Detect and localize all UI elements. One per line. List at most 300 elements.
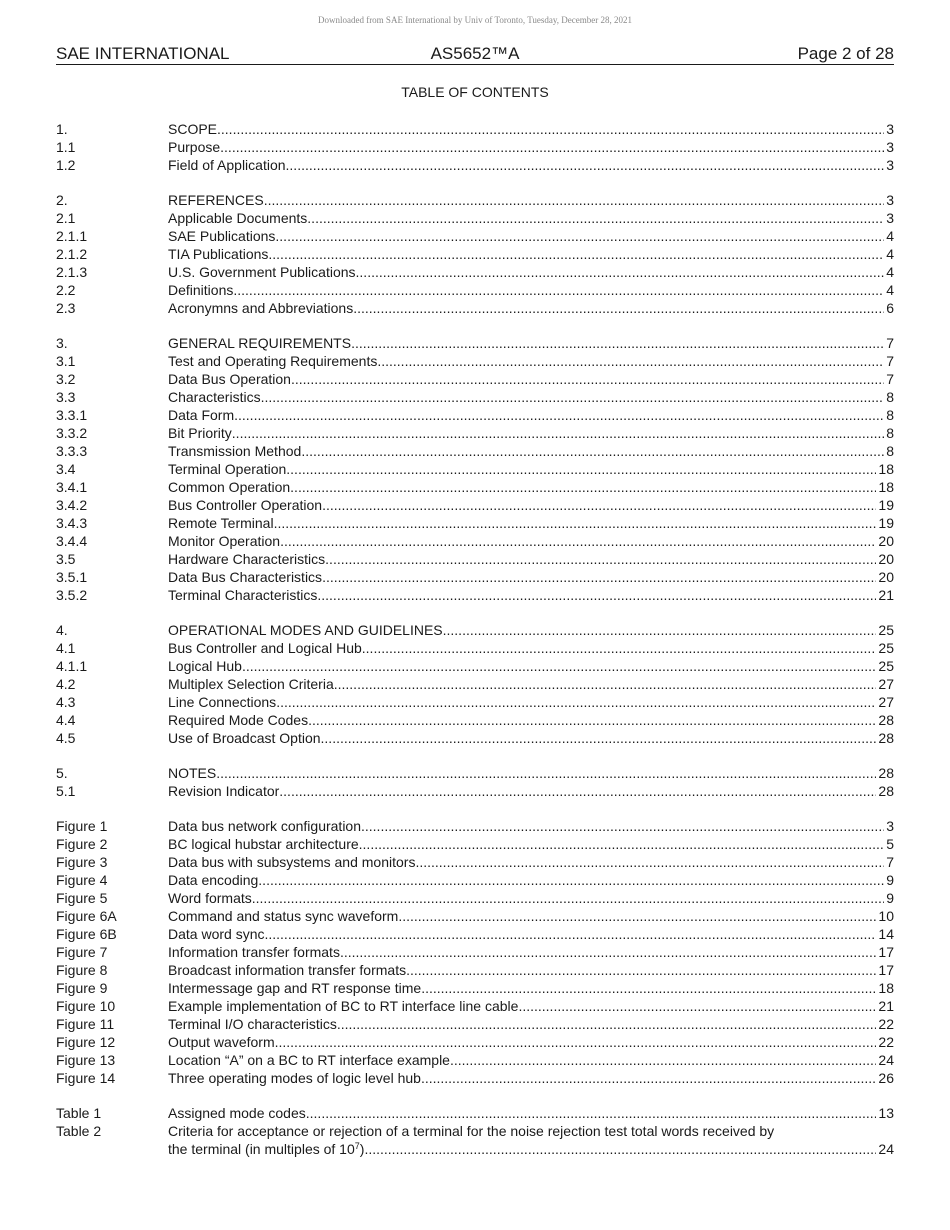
toc-entry-number: Figure 2 <box>56 836 108 852</box>
publisher-name: SAE INTERNATIONAL <box>56 44 230 63</box>
toc-entry-page: 13 <box>878 1105 894 1121</box>
toc-entry-body <box>168 263 894 281</box>
toc-entry-number: 3.4.1 <box>56 479 88 495</box>
toc-entry-title: Use of Broadcast Option <box>168 730 321 746</box>
dot-leader <box>321 729 877 747</box>
toc-entry[interactable] <box>56 138 894 156</box>
toc-entry[interactable] <box>56 675 894 693</box>
toc-entry-body <box>168 550 894 568</box>
dot-leader <box>317 586 876 604</box>
toc-entry-body <box>168 871 894 889</box>
toc-entry-title: SCOPE <box>168 121 218 137</box>
toc-entry-title: Assigned mode codes <box>168 1105 306 1121</box>
toc-entry-body <box>168 925 894 943</box>
toc-entry-title: Test and Operating Requirements <box>168 353 378 369</box>
toc-entry-number: 2.1 <box>56 210 76 226</box>
toc-entry-title: GENERAL REQUIREMENTS <box>168 335 352 351</box>
toc-entry-title: Hardware Characteristics <box>168 551 326 567</box>
toc-entry-page: 28 <box>878 783 894 799</box>
toc-entry-page: 3 <box>886 157 894 173</box>
toc-entry-number: 4. <box>56 622 68 638</box>
toc-entry[interactable] <box>56 568 894 586</box>
toc-entry-page: 27 <box>878 676 894 692</box>
dot-leader <box>264 191 885 209</box>
toc-entry-title: BC logical hubstar architecture <box>168 836 359 852</box>
toc-entry-number: Figure 1 <box>56 818 108 834</box>
toc-entry[interactable] <box>56 907 894 925</box>
toc-entry-number: 3.3.1 <box>56 407 88 423</box>
toc-entry-page: 22 <box>878 1034 894 1050</box>
toc-entry-page: 4 <box>886 246 894 262</box>
toc-entry-title: Common Operation <box>168 479 291 495</box>
toc-entry-number: Table 2 <box>56 1123 102 1139</box>
toc-entry-page: 18 <box>878 461 894 477</box>
section-spacer <box>56 1087 894 1104</box>
toc-entry[interactable] <box>56 245 894 263</box>
toc-entry[interactable] <box>56 997 894 1015</box>
toc-entry-page: 28 <box>878 730 894 746</box>
toc-entry-page: 3 <box>886 121 894 137</box>
toc-entry-page: 7 <box>886 335 894 351</box>
toc-entry[interactable] <box>56 925 894 943</box>
toc-entry-title: Characteristics <box>168 389 261 405</box>
dot-leader <box>322 496 876 514</box>
toc-entry[interactable] <box>56 1122 894 1140</box>
dot-leader <box>443 621 877 639</box>
toc-entry-page: 24 <box>878 1052 894 1068</box>
dot-leader <box>322 568 876 586</box>
toc-entry[interactable] <box>56 889 894 907</box>
toc-entry-title: NOTES <box>168 765 217 781</box>
toc-entry[interactable] <box>56 496 894 514</box>
toc-entry[interactable] <box>56 764 894 782</box>
toc-entry-number: 3.1 <box>56 353 76 369</box>
toc-entry-body <box>168 889 894 907</box>
toc-entry-body <box>168 586 894 604</box>
toc-entry-title: Terminal I/O characteristics <box>168 1016 337 1032</box>
toc-entry[interactable] <box>56 227 894 245</box>
toc-entry-title: Field of Application <box>168 157 286 173</box>
toc-entry-number: Figure 11 <box>56 1016 115 1032</box>
table-of-contents <box>56 120 894 1158</box>
toc-entry[interactable] <box>56 281 894 299</box>
page-number: Page 2 of 28 <box>797 44 894 63</box>
dot-leader <box>279 782 876 800</box>
toc-entry-number: 2.3 <box>56 300 76 316</box>
toc-entry-title: Command and status sync waveform <box>168 908 399 924</box>
toc-entry-page: 28 <box>878 712 894 728</box>
toc-entry[interactable] <box>56 120 894 138</box>
toc-entry-body <box>168 853 894 871</box>
toc-entry-title: Data bus with subsystems and monitors <box>168 854 416 870</box>
toc-entry-title: Word formats <box>168 890 252 906</box>
toc-entry-page: 6 <box>886 300 894 316</box>
toc-entry-title: Monitor Operation <box>168 533 281 549</box>
toc-entry[interactable] <box>56 550 894 568</box>
toc-entry-title: Applicable Documents <box>168 210 308 226</box>
toc-entry-page: 4 <box>886 282 894 298</box>
toc-entry-body <box>168 209 894 227</box>
toc-entry-body <box>168 406 894 424</box>
toc-entry[interactable] <box>56 299 894 317</box>
section-spacer <box>56 174 894 191</box>
toc-entry-number: 3.4 <box>56 461 76 477</box>
toc-entry-body <box>168 532 894 550</box>
dot-leader <box>362 639 877 657</box>
toc-entry[interactable] <box>56 478 894 496</box>
toc-entry-number: 4.4 <box>56 712 76 728</box>
toc-entry-number: Figure 4 <box>56 872 108 888</box>
toc-entry[interactable] <box>56 835 894 853</box>
toc-entry[interactable] <box>56 961 894 979</box>
dot-leader <box>377 352 884 370</box>
toc-entry-number: 1.2 <box>56 157 76 173</box>
toc-entry-page: 9 <box>886 890 894 906</box>
toc-entry-number: 1. <box>56 121 68 137</box>
toc-entry-continuation[interactable] <box>56 1140 894 1158</box>
toc-entry-title: SAE Publications <box>168 228 276 244</box>
toc-entry-page: 7 <box>886 371 894 387</box>
toc-entry-title: Example implementation of BC to RT interface line cable <box>168 998 519 1014</box>
toc-entry-title: Transmission Method <box>168 443 302 459</box>
toc-entry-body <box>168 961 894 979</box>
toc-entry-body <box>168 817 894 835</box>
dot-leader <box>351 334 884 352</box>
toc-entry-page: 17 <box>878 962 894 978</box>
dot-leader <box>415 853 884 871</box>
dot-leader <box>242 657 876 675</box>
toc-entry-number: 4.1.1 <box>56 658 88 674</box>
dot-leader <box>301 442 884 460</box>
toc-entry-body <box>168 1104 894 1122</box>
toc-entry-page: 5 <box>886 836 894 852</box>
dot-leader <box>353 299 884 317</box>
toc-entry-number-blank <box>56 1140 168 1158</box>
toc-entry-number: 2.1.1 <box>56 228 88 244</box>
dot-leader <box>233 281 884 299</box>
toc-entry-page: 3 <box>886 192 894 208</box>
toc-entry[interactable] <box>56 817 894 835</box>
toc-entry-number: 4.1 <box>56 640 76 656</box>
toc-title: TABLE OF CONTENTS <box>401 84 549 100</box>
toc-entry-page: 8 <box>886 389 894 405</box>
toc-entry-number: 3.3 <box>56 389 76 405</box>
toc-entry-body <box>168 442 894 460</box>
dot-leader <box>421 1069 876 1087</box>
toc-entry-page: 7 <box>886 353 894 369</box>
toc-entry[interactable] <box>56 1104 894 1122</box>
dot-leader <box>337 1015 877 1033</box>
toc-entry-page: 21 <box>878 587 894 603</box>
dot-leader <box>232 424 884 442</box>
toc-entry-body <box>168 227 894 245</box>
toc-entry-number: Figure 12 <box>56 1034 116 1050</box>
dot-leader <box>406 961 876 979</box>
toc-entry-title: Data bus network configuration <box>168 818 361 834</box>
toc-entry-number: 3.5.2 <box>56 587 88 603</box>
toc-entry-page: 19 <box>878 497 894 513</box>
toc-entry-page: 17 <box>878 944 894 960</box>
toc-entry-page: 25 <box>878 658 894 674</box>
toc-entry-title: U.S. Government Publications <box>168 264 356 280</box>
toc-entry[interactable] <box>56 156 894 174</box>
toc-entry-number: 4.2 <box>56 676 76 692</box>
toc-entry-title: Terminal Operation <box>168 461 287 477</box>
toc-entry-title: Criteria for acceptance or rejection of a terminal for the noise rejection test total words received by <box>168 1123 775 1139</box>
toc-entry-body <box>168 979 894 997</box>
toc-entry-body <box>168 120 894 138</box>
toc-entry-title: Revision Indicator <box>168 783 280 799</box>
toc-entry-body <box>168 460 894 478</box>
toc-entry-number: 1.1 <box>56 139 76 155</box>
dot-leader <box>308 711 876 729</box>
toc-entry-number: 2. <box>56 192 68 208</box>
toc-entry-page: 22 <box>878 1016 894 1032</box>
dot-leader <box>275 227 884 245</box>
toc-entry-number: 4.3 <box>56 694 76 710</box>
toc-entry-body <box>168 711 894 729</box>
toc-entry-title: Bus Controller and Logical Hub <box>168 640 362 656</box>
toc-entry[interactable] <box>56 532 894 550</box>
toc-entry-number: 3. <box>56 335 68 351</box>
toc-entry-title: Remote Terminal <box>168 515 274 531</box>
toc-entry-page: 4 <box>886 264 894 280</box>
toc-entry[interactable] <box>56 586 894 604</box>
toc-entry-body <box>168 835 894 853</box>
toc-entry-title: TIA Publications <box>168 246 269 262</box>
toc-entry-body <box>168 943 894 961</box>
toc-entry[interactable] <box>56 979 894 997</box>
toc-entry[interactable] <box>56 729 894 747</box>
dot-leader <box>275 1033 877 1051</box>
toc-entry-body <box>168 639 894 657</box>
toc-entry-page: 3 <box>886 139 894 155</box>
dot-leader <box>421 979 876 997</box>
toc-entry-page: 14 <box>878 926 894 942</box>
toc-entry-page: 25 <box>878 640 894 656</box>
dot-leader <box>252 889 884 907</box>
dot-leader <box>361 817 884 835</box>
dot-leader <box>340 943 876 961</box>
toc-entry-number: 3.4.3 <box>56 515 88 531</box>
toc-entry-page: 8 <box>886 407 894 423</box>
toc-entry[interactable] <box>56 442 894 460</box>
toc-entry-title: Three operating modes of logic level hub <box>168 1070 421 1086</box>
toc-entry-page: 20 <box>878 533 894 549</box>
toc-entry[interactable] <box>56 514 894 532</box>
toc-entry-body <box>168 782 894 800</box>
toc-entry-body <box>168 514 894 532</box>
toc-entry-title-text-end: ) <box>359 1141 365 1157</box>
toc-entry[interactable] <box>56 209 894 227</box>
toc-entry-body <box>168 568 894 586</box>
dot-leader <box>258 871 884 889</box>
section-spacer <box>56 747 894 764</box>
dot-leader <box>286 460 876 478</box>
toc-entry-page: 27 <box>878 694 894 710</box>
toc-entry-page: 24 <box>878 1141 894 1157</box>
toc-entry-page: 4 <box>886 228 894 244</box>
toc-entry-number: Figure 3 <box>56 854 108 870</box>
toc-entry-title-text: the terminal (in multiples of 10 <box>168 1141 355 1157</box>
toc-entry-number: 3.5.1 <box>56 569 88 585</box>
toc-entry-title: Logical Hub <box>168 658 242 674</box>
toc-entry-number: 2.1.3 <box>56 264 88 280</box>
toc-entry[interactable] <box>56 853 894 871</box>
toc-entry[interactable] <box>56 191 894 209</box>
toc-entry-title: Output waveform <box>168 1034 275 1050</box>
toc-entry-body <box>168 388 894 406</box>
toc-entry-body <box>168 424 894 442</box>
dot-leader <box>518 997 876 1015</box>
toc-entry-number: Figure 7 <box>56 944 108 960</box>
toc-entry[interactable] <box>56 639 894 657</box>
exponent: 7 <box>354 1141 360 1151</box>
toc-entry-title: Multiplex Selection Criteria <box>168 676 334 692</box>
toc-entry-page: 21 <box>878 998 894 1014</box>
toc-entry-body <box>168 675 894 693</box>
toc-entry[interactable] <box>56 1051 894 1069</box>
toc-entry-title: Data Bus Characteristics <box>168 569 323 585</box>
dot-leader <box>398 907 876 925</box>
dot-leader <box>220 138 884 156</box>
toc-entry-body <box>168 657 894 675</box>
toc-entry-body <box>168 907 894 925</box>
toc-entry[interactable] <box>56 693 894 711</box>
toc-entry[interactable] <box>56 388 894 406</box>
toc-entry[interactable] <box>56 424 894 442</box>
toc-entry-body <box>168 370 894 388</box>
dot-leader <box>280 532 876 550</box>
toc-entry-number: Figure 14 <box>56 1070 116 1086</box>
toc-entry-body <box>168 299 894 317</box>
toc-entry-number: Figure 6A <box>56 908 117 924</box>
toc-entry[interactable] <box>56 334 894 352</box>
dot-leader <box>274 514 877 532</box>
toc-entry[interactable] <box>56 1015 894 1033</box>
toc-entry-page: 26 <box>878 1070 894 1086</box>
toc-entry-title: Broadcast information transfer formats <box>168 962 407 978</box>
toc-entry-number: 3.4.2 <box>56 497 88 513</box>
toc-entry-number: 3.5 <box>56 551 76 567</box>
toc-entry[interactable] <box>56 460 894 478</box>
dot-leader <box>276 693 876 711</box>
toc-entry-number: 5.1 <box>56 783 76 799</box>
toc-entry-page: 8 <box>886 425 894 441</box>
dot-leader <box>216 764 876 782</box>
document-number: AS5652™A <box>430 44 520 63</box>
toc-entry-body <box>168 1051 894 1069</box>
toc-entry-body <box>168 334 894 352</box>
toc-entry-page: 18 <box>878 980 894 996</box>
dot-leader <box>334 675 877 693</box>
dot-leader <box>291 370 884 388</box>
dot-leader <box>364 1140 876 1158</box>
toc-entry-body <box>168 1015 894 1033</box>
toc-entry-body <box>168 764 894 782</box>
dot-leader <box>290 478 876 496</box>
toc-entry-page: 8 <box>886 443 894 459</box>
toc-entry[interactable] <box>56 657 894 675</box>
toc-entry-title: Data encoding <box>168 872 259 888</box>
toc-entry-title: Bus Controller Operation <box>168 497 323 513</box>
toc-entry-title: Line Connections <box>168 694 277 710</box>
toc-entry-body <box>168 496 894 514</box>
toc-entry-title: Definitions <box>168 282 234 298</box>
toc-entry-title: Acronymns and Abbreviations <box>168 300 354 316</box>
toc-entry-page: 3 <box>886 818 894 834</box>
dot-leader <box>286 156 885 174</box>
toc-entry[interactable] <box>56 711 894 729</box>
section-spacer <box>56 800 894 817</box>
toc-entry-page: 3 <box>886 210 894 226</box>
toc-entry-body <box>168 1140 894 1158</box>
toc-entry-title: Data Bus Operation <box>168 371 291 387</box>
toc-entry-number: 5. <box>56 765 68 781</box>
toc-entry-page: 25 <box>878 622 894 638</box>
toc-entry-body <box>168 156 894 174</box>
toc-entry-page: 18 <box>878 479 894 495</box>
toc-entry-body <box>168 997 894 1015</box>
toc-entry-body <box>168 1033 894 1051</box>
download-watermark: Downloaded from SAE International by Univ of Toronto, Tuesday, December 28, 2021 <box>317 15 633 25</box>
toc-entry[interactable] <box>56 370 894 388</box>
toc-entry-title: Terminal Characteristics <box>168 587 318 603</box>
toc-entry-number: 4.5 <box>56 730 76 746</box>
toc-entry-title <box>168 1140 364 1158</box>
toc-entry[interactable] <box>56 871 894 889</box>
toc-entry-page: 28 <box>878 765 894 781</box>
toc-entry-title: Intermessage gap and RT response time <box>168 980 422 996</box>
toc-entry[interactable] <box>56 352 894 370</box>
toc-entry-page: 9 <box>886 872 894 888</box>
toc-entry-body <box>168 281 894 299</box>
page-header <box>56 43 894 65</box>
toc-entry-number: Figure 10 <box>56 998 116 1014</box>
toc-entry-number: Table 1 <box>56 1105 102 1121</box>
toc-entry[interactable] <box>56 782 894 800</box>
toc-entry[interactable] <box>56 943 894 961</box>
toc-entry-number: 3.2 <box>56 371 76 387</box>
toc-entry-number: Figure 13 <box>56 1052 116 1068</box>
toc-entry[interactable] <box>56 263 894 281</box>
toc-entry-body <box>168 621 894 639</box>
toc-entry[interactable] <box>56 406 894 424</box>
toc-entry[interactable] <box>56 621 894 639</box>
toc-entry-body <box>168 1069 894 1087</box>
toc-entry-body <box>168 191 894 209</box>
dot-leader <box>306 1104 877 1122</box>
toc-entry-page: 19 <box>878 515 894 531</box>
toc-entry-number: 3.3.2 <box>56 425 88 441</box>
toc-entry-page: 10 <box>878 908 894 924</box>
dot-leader <box>359 835 885 853</box>
toc-entry-title: OPERATIONAL MODES AND GUIDELINES <box>168 622 443 638</box>
toc-entry[interactable] <box>56 1033 894 1051</box>
toc-entry-number: Figure 5 <box>56 890 108 906</box>
toc-entry[interactable] <box>56 1069 894 1087</box>
toc-entry-body <box>168 693 894 711</box>
section-spacer <box>56 604 894 621</box>
toc-entry-body <box>168 138 894 156</box>
dot-leader <box>356 263 885 281</box>
toc-entry-title: Data Form <box>168 407 235 423</box>
toc-entry-page: 7 <box>886 854 894 870</box>
dot-leader <box>264 925 876 943</box>
toc-entry-number: Figure 9 <box>56 980 108 996</box>
toc-entry-body <box>168 352 894 370</box>
toc-entry-number: 2.1.2 <box>56 246 88 262</box>
